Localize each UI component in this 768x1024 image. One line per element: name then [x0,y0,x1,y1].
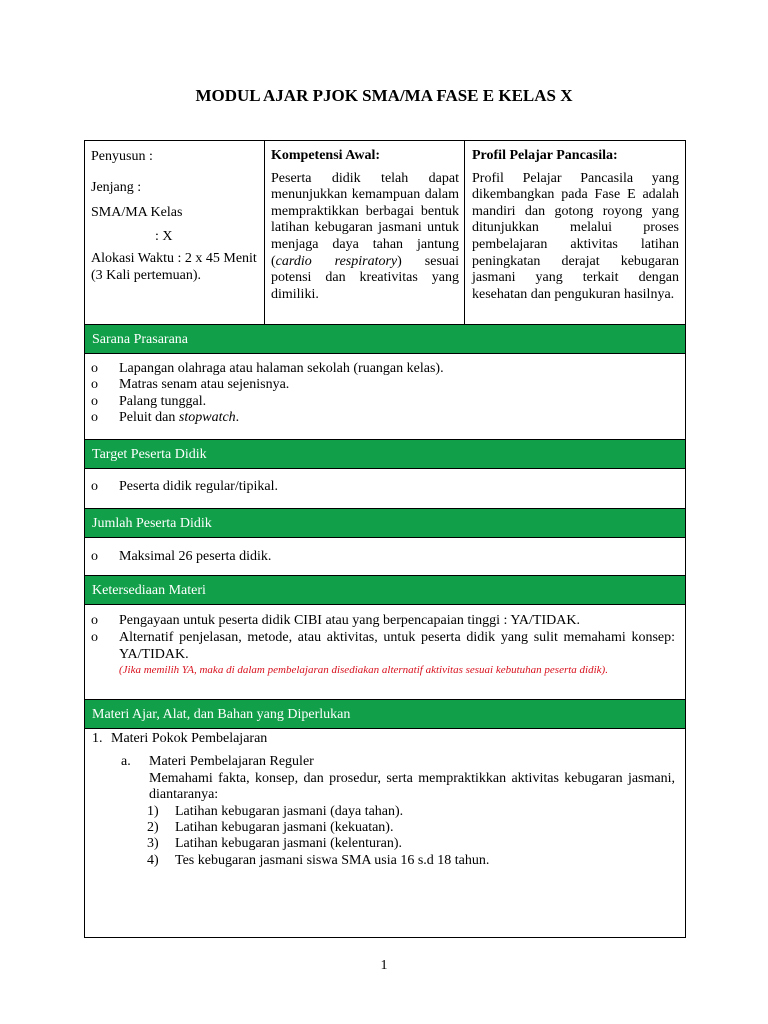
profil-heading: Profil Pelajar Pancasila: [472,148,618,163]
jenjang-label: Jenjang : [91,179,142,195]
list-item: o Peserta didik regular/tipikal. [91,479,279,494]
page-number: 1 [380,958,388,973]
list-item: 1) Latihan kebugaran jasmani (daya tahan). [147,803,404,819]
jenjang-value: SMA/MA Kelas [91,205,183,221]
identity-cell [85,141,265,325]
profil-cell [465,141,685,325]
list-item: o Peluit dan stopwatch. [91,410,240,426]
kelas-value: : X [155,228,173,244]
jumlah-list [85,549,685,565]
kompetensi-heading: Kompetensi Awal: [271,148,381,163]
materi-description: Memahami fakta, konsep, dan prosedur, serta mempraktikkan aktivitas kebugaran jasmani, diantaranya: [149,770,675,803]
ketersediaan-heading: Ketersediaan Materi [85,575,685,605]
profil-text: Profil Pelajar Pancasila yang dikembangkan pada Fase E adalah mandiri dan gotong royong yang ditunjukkan melalui proses pembelajaran aktivitas latihan peningkatan derajat kebugaran jasmani yang terkait dengan kesehatan dan pengukuran hasilnya. [472,170,679,302]
kompetensi-cell [265,141,465,325]
kompetensi-text: Peserta didik telah dapat menunjukkan kemampuan dalam mempraktikkan berbagai bentuk latihan kebugaran jasmani untuk menjaga daya tahan jantung (cardio respiratory) sesuai potensi dan kreativitas yang dimiliki. [271,170,459,302]
sarana-list [85,361,685,427]
module-table [84,140,686,938]
list-item: 2) Latihan kebugaran jasmani (kekuatan). [147,820,394,836]
materi-heading: Materi Ajar, Alat, dan Bahan yang Diperlukan [85,699,685,729]
identity-row [85,141,685,325]
list-item: o Palang tunggal. [91,393,207,409]
alokasi-waktu: Alokasi Waktu : 2 x 45 Menit (3 Kali pertemuan). [91,251,257,283]
list-item: 3) Latihan kebugaran jasmani (kelenturan). [147,836,403,852]
list-item: o Maksimal 26 peserta didik. [91,549,272,564]
materi-content [85,731,685,869]
ketersediaan-list [85,613,685,678]
penyusun-label: Penyusun : [91,149,153,164]
document-title: MODUL AJAR PJOK SMA/MA FASE E KELAS X [195,86,573,105]
list-item: 4) Tes kebugaran jasmani siswa SMA usia 16 s.d 18 tahun. [147,852,490,868]
ketersediaan-note: (Jika memilih YA, maka di dalam pembelajaran disediakan alternatif aktivitas sesuai kebutuhan peserta didik). [119,664,608,677]
list-item: o Alternatif penjelasan, metode, atau aktivitas, untuk peserta didik yang sulit memahami konsep: YA/TIDAK. [91,630,675,662]
jumlah-heading: Jumlah Peserta Didik [85,508,685,538]
target-list [85,479,685,495]
list-item: o Lapangan olahraga atau halaman sekolah (ruangan kelas). [91,361,444,376]
materi-reguler: a. Materi Pembelajaran Reguler [121,754,314,770]
list-item: o Pengayaan untuk peserta didik CIBI atau yang berpencapaian tinggi : YA/TIDAK. [91,613,580,628]
sarana-heading: Sarana Prasarana [85,324,685,354]
materi-pokok: 1. Materi Pokok Pembelajaran [92,731,268,746]
target-heading: Target Peserta Didik [85,439,685,469]
list-item: o Matras senam atau sejenisnya. [91,377,290,393]
